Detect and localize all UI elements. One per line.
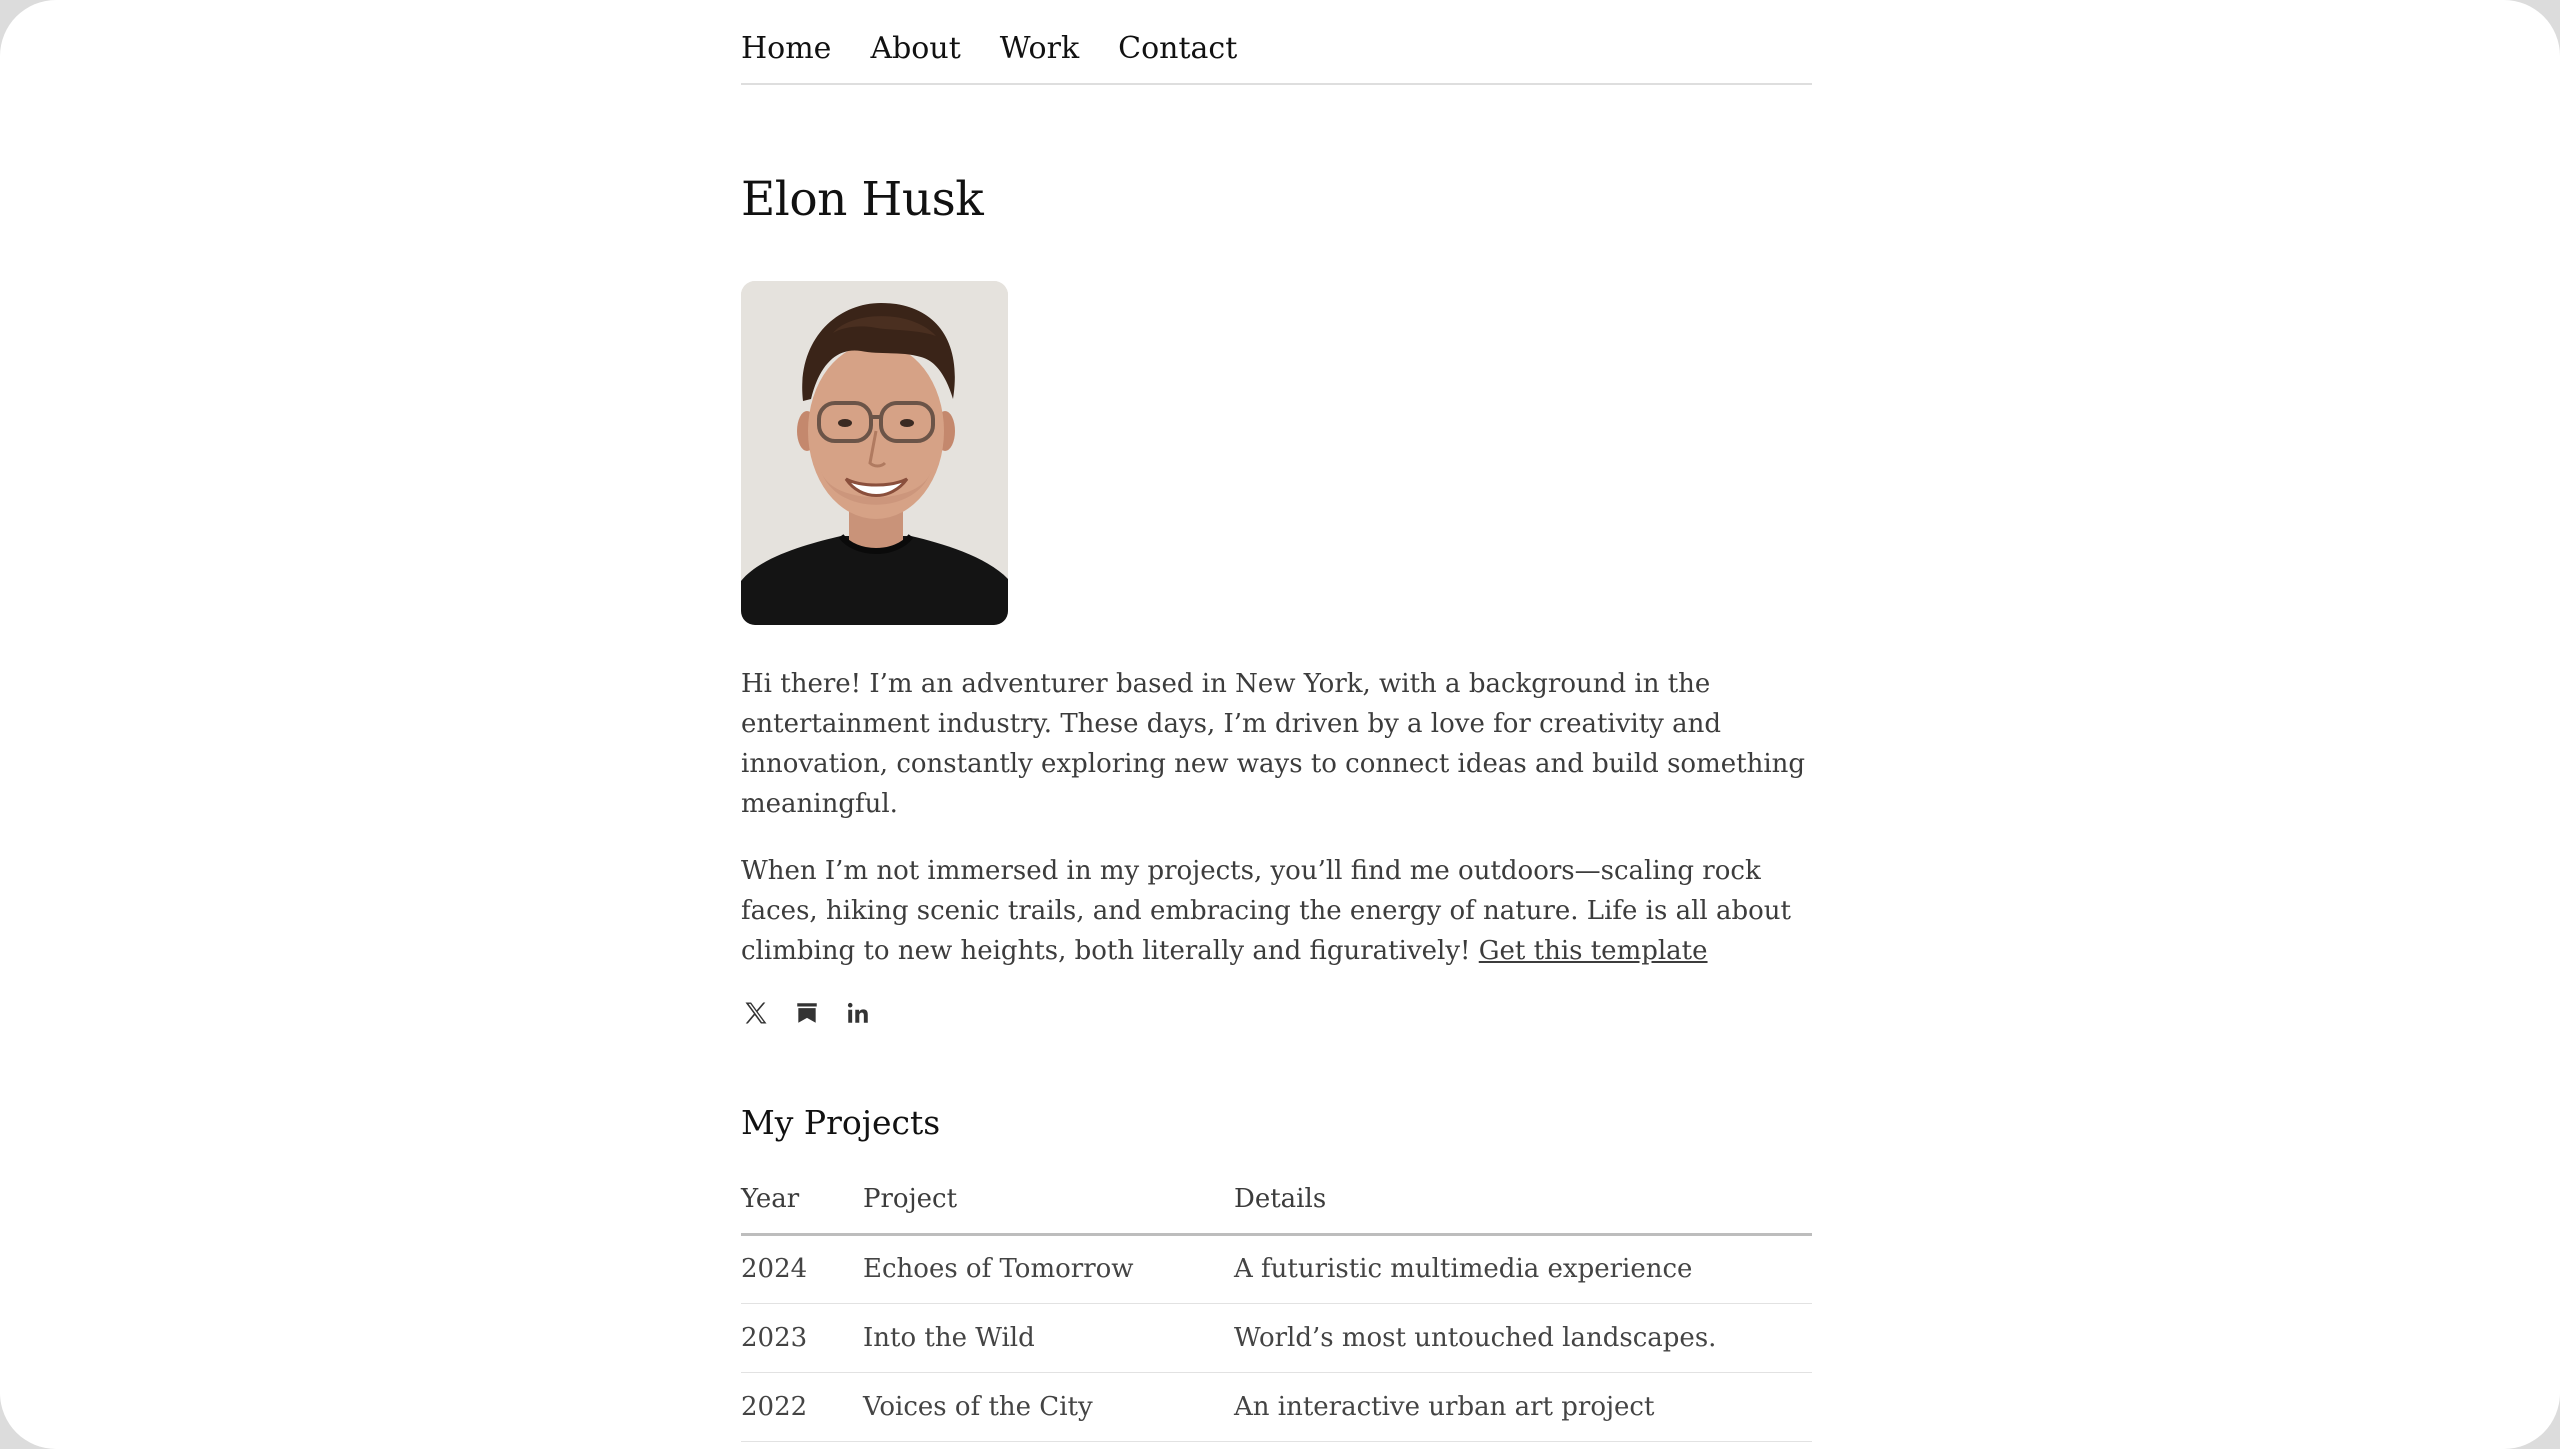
projects-title: My Projects [741, 1103, 941, 1142]
nav-about[interactable]: About [870, 31, 961, 66]
nav-home[interactable]: Home [741, 31, 832, 66]
row-details: An interactive urban art project [1234, 1372, 1812, 1441]
row-project: Voices of the City [863, 1372, 1234, 1441]
projects-table [741, 1182, 1812, 1442]
linkedin-icon[interactable] [843, 999, 872, 1028]
social-links [741, 998, 1812, 1028]
x-icon[interactable] [741, 999, 770, 1028]
header-project: Project [863, 1182, 1234, 1234]
row-project: Into the Wild [863, 1303, 1234, 1372]
nav-work[interactable]: Work [999, 31, 1080, 66]
bio-paragraph-1: Hi there! I’m an adventurer based in New York, with a background in the entertainment industry. These days, I’m driven by a love for creativity and innovation, constantly exploring new ways to connect ideas and build something meaningful. [741, 669, 1806, 819]
bio-paragraph-2-text: When I’m not immersed in my projects, you’ll find me outdoors—scaling rock faces, hiking scenic trails, and embracing the energy of nature. Life is all about climbing to new heights, both literally and figuratively! [741, 856, 1791, 966]
bookmark-icon[interactable] [792, 999, 821, 1028]
table-row[interactable] [741, 1372, 1812, 1441]
bio-paragraph-2 [741, 851, 1812, 971]
row-year: 2023 [741, 1303, 863, 1372]
page-content [741, 0, 1812, 1442]
row-year: 2024 [741, 1234, 863, 1303]
header-details: Details [1234, 1182, 1812, 1234]
nav-contact[interactable]: Contact [1118, 31, 1238, 66]
table-row[interactable] [741, 1303, 1812, 1372]
bio-section [741, 664, 1812, 971]
table-row[interactable] [741, 1234, 1812, 1303]
row-year: 2022 [741, 1372, 863, 1441]
table-header-row [741, 1182, 1812, 1234]
header-year: Year [741, 1182, 863, 1234]
get-template-link[interactable]: Get this template [1478, 936, 1708, 966]
row-details: World’s most untouched landscapes. [1234, 1303, 1812, 1372]
row-details: A futuristic multimedia experience [1234, 1234, 1812, 1303]
top-nav [741, 0, 1812, 85]
page-title: Elon Husk [741, 172, 984, 227]
profile-photo [741, 281, 1008, 625]
row-project: Echoes of Tomorrow [863, 1234, 1234, 1303]
